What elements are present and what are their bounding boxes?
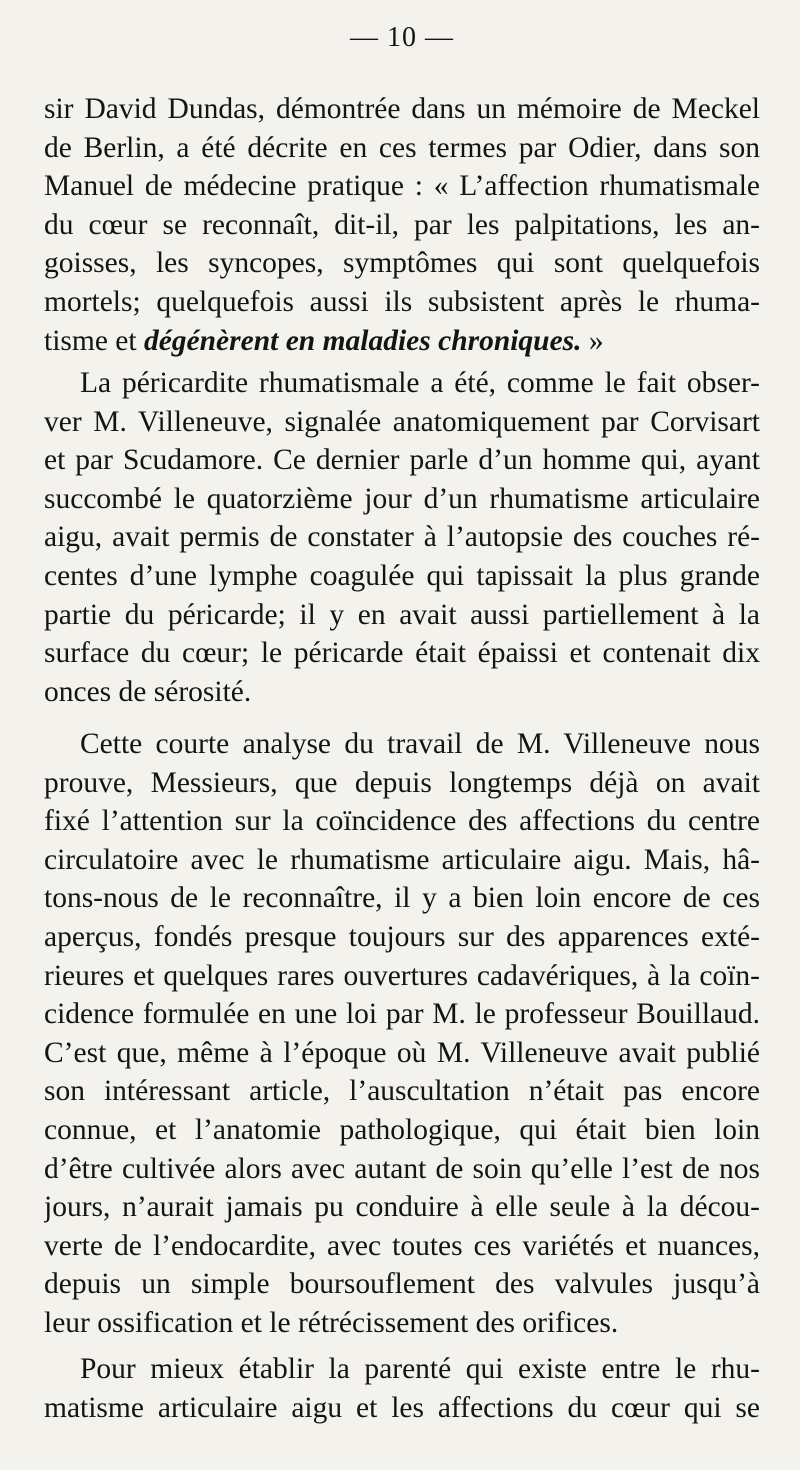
text-line: circulatoire avec le rhumatisme articulaire aigu. Mais, hâ- [44,843,760,876]
text-line: sir David Dundas, démontrée dans un mémoire de Meckel [44,93,760,125]
text-line [44,322,760,361]
text-line: succombé le quatorzième jour d’un rhumatisme articulaire [44,482,760,515]
text-line: C’est que, même à l’époque où M. Villeneuve avait publié [44,1036,760,1069]
text-line: aperçus, fondés presque toujours sur des apparences exté- [44,920,760,953]
book-page [44,0,760,1470]
text-line: son intéressant article, l’auscultation n’était pas encore [44,1075,760,1108]
text-line: mortels; quelquefois aussi ils subsistent après le rhuma- [44,285,760,318]
text-line: cidence formulée en une loi par M. le professeur Bouillaud. [44,998,760,1031]
text-line: rieures et quelques rares ouvertures cadavériques, à la coïn- [44,959,760,992]
text-line: prouve, Messieurs, que depuis longtemps déjà on avait [44,766,760,799]
text-line: surface du cœur; le péricarde était épaissi et contenait dix [44,637,760,670]
text-line: Cette courte analyse du travail de M. Villeneuve nous [80,728,760,760]
text-line: depuis un simple boursouflement des valvules jusqu’à [44,1268,760,1301]
page-number: — 10 — [350,22,454,53]
text-line: partie du péricarde; il y en avait aussi partiellement à la [44,598,760,631]
text-line: de Berlin, a été décrite en ces termes par Odier, dans son [44,131,760,164]
text-line: onces de sérosité. [44,675,252,708]
text-line: La péricardite rhumatismale a été, comme le fait obser- [80,367,760,399]
text-line: connue, et l’anatomie pathologique, qui était bien loin [44,1113,760,1146]
emphasized-phrase: dégénèrent en maladies chroniques. [143,324,582,357]
text-line: du cœur se reconnaît, dit-il, par les palpitations, les an- [44,208,760,241]
text-line: et par Scudamore. Ce dernier parle d’un homme qui, ayant [44,444,760,477]
text-line: centes d’une lymphe coagulée qui tapissait la plus grande [44,559,760,592]
text-line: tons-nous de le reconnaître, il y a bien loin encore de ces [44,882,760,915]
text-line: goisses, les syncopes, symptômes qui sont quelquefois [44,247,760,280]
text-line: Manuel de médecine pratique : « L’affection rhumatismale [44,170,760,203]
paragraph-3 [44,725,760,1343]
text-line: d’être cultivée alors avec autant de soin qu’elle l’est de nos [44,1152,760,1185]
text-line: jours, n’aurait jamais pu conduire à elle seule à la décou- [44,1191,760,1224]
paragraph-2 [44,364,760,711]
text-line: matisme articulaire aigu et les affections du cœur qui se [44,1391,760,1424]
text-line: leur ossification et le rétrécissement des orifices. [44,1306,619,1339]
text-line: ver M. Villeneuve, signalée anatomiquement par Corvisart [44,405,760,438]
text-line: aigu, avait permis de constater à l’autopsie des couches ré- [44,521,760,554]
text-line: fixé l’attention sur la coïncidence des affections du centre [44,805,760,838]
paragraph-1 [44,90,760,360]
text-run: tisme et [44,324,144,357]
text-line: Pour mieux établir la parenté qui existe entre le rhu- [80,1353,760,1385]
closing-quote: » [581,324,604,357]
text-line: verte de l’endocardite, avec toutes ces variétés et nuances, [44,1229,760,1262]
paragraph-4 [44,1350,760,1427]
